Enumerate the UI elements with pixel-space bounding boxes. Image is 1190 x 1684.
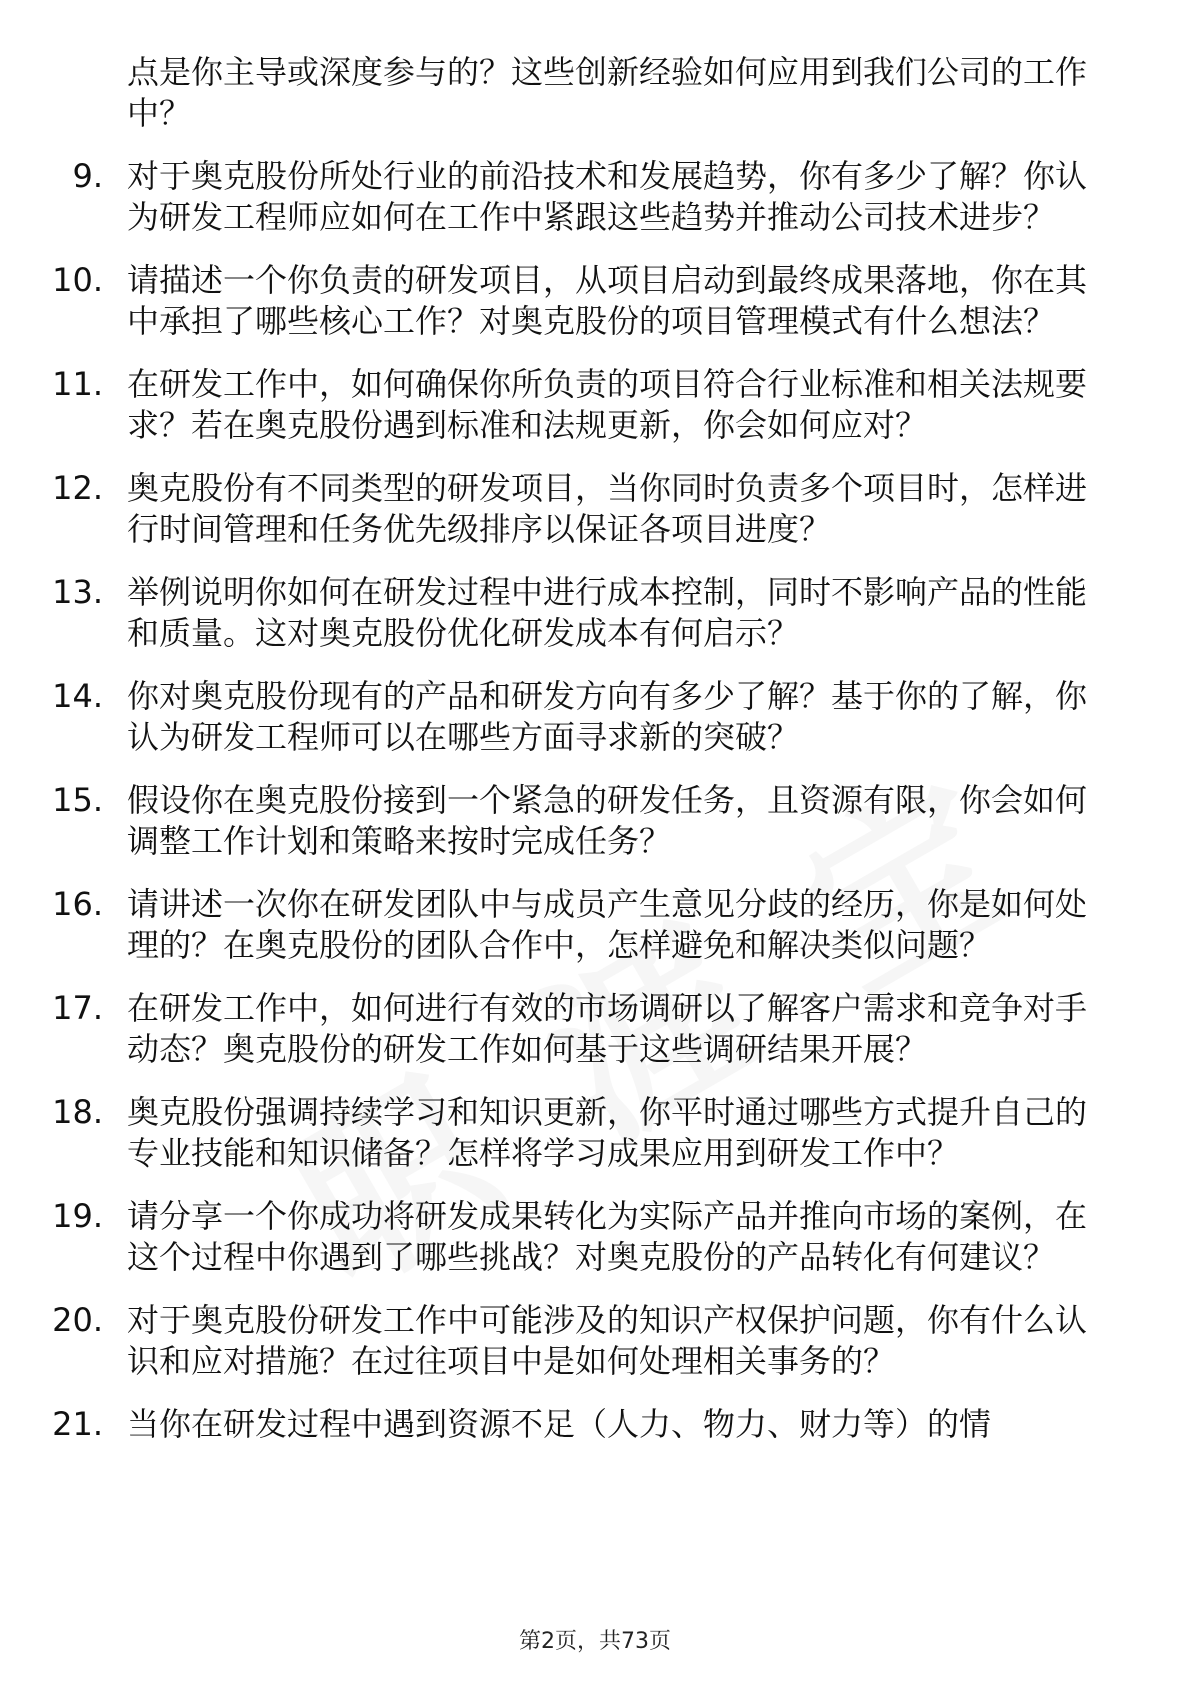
question-text: 在研发工作中，如何进行有效的市场调研以了解客户需求和竞争对手动态？奥克股份的研发工作如何基于这些调研结果开展？ xyxy=(127,989,1088,1068)
question-item xyxy=(0,1300,1190,1382)
question-number: 20. xyxy=(52,1301,103,1339)
question-item xyxy=(0,1404,1190,1445)
question-number: 13. xyxy=(52,573,103,611)
question-number: 21. xyxy=(52,1405,103,1443)
question-number: 10. xyxy=(52,261,103,299)
question-text: 请分享一个你成功将研发成果转化为实际产品并推向市场的案例，在这个过程中你遇到了哪些挑战？对奥克股份的产品转化有何建议？ xyxy=(127,1197,1088,1276)
question-item xyxy=(0,156,1190,238)
question-number: 9. xyxy=(72,157,103,195)
question-item xyxy=(0,1092,1190,1174)
question-text: 在研发工作中，如何确保你所负责的项目符合行业标准和相关法规要求？若在奥克股份遇到标准和法规更新，你会如何应对？ xyxy=(127,365,1088,444)
question-number: 18. xyxy=(52,1093,103,1131)
question-item xyxy=(0,676,1190,758)
page-footer: 第2页，共73页 xyxy=(519,1629,671,1654)
question-number: 19. xyxy=(52,1197,103,1235)
question-number: 14. xyxy=(52,677,103,715)
question-item xyxy=(0,572,1190,654)
question-item xyxy=(0,988,1190,1070)
question-text: 请讲述一次你在研发团队中与成员产生意见分歧的经历，你是如何处理的？在奥克股份的团队合作中，怎样避免和解决类似问题？ xyxy=(127,885,1088,964)
continuation-paragraph: 点是你主导或深度参与的？这些创新经验如何应用到我们公司的工作中？ xyxy=(127,53,1088,132)
question-item xyxy=(0,468,1190,550)
question-text: 对于奥克股份所处行业的前沿技术和发展趋势，你有多少了解？你认为研发工程师应如何在工作中紧跟这些趋势并推动公司技术进步？ xyxy=(127,157,1088,236)
question-number: 16. xyxy=(52,885,103,923)
question-text: 举例说明你如何在研发过程中进行成本控制，同时不影响产品的性能和质量。这对奥克股份优化研发成本有何启示？ xyxy=(127,573,1088,652)
question-text: 假设你在奥克股份接到一个紧急的研发任务，且资源有限，你会如何调整工作计划和策略来按时完成任务？ xyxy=(127,781,1088,860)
question-number: 15. xyxy=(52,781,103,819)
question-text: 请描述一个你负责的研发项目，从项目启动到最终成果落地，你在其中承担了哪些核心工作？对奥克股份的项目管理模式有什么想法？ xyxy=(127,261,1088,340)
question-item xyxy=(0,884,1190,966)
document-body xyxy=(0,52,1190,1467)
question-text: 你对奥克股份现有的产品和研发方向有多少了解？基于你的了解，你认为研发工程师可以在哪些方面寻求新的突破？ xyxy=(127,677,1088,756)
question-text: 奥克股份强调持续学习和知识更新，你平时通过哪些方式提升自己的专业技能和知识储备？怎样将学习成果应用到研发工作中？ xyxy=(127,1093,1088,1172)
question-item xyxy=(0,260,1190,342)
question-number: 12. xyxy=(52,469,103,507)
question-text: 当你在研发过程中遇到资源不足（人力、物力、财力等）的情 xyxy=(127,1405,992,1443)
question-item xyxy=(0,1196,1190,1278)
question-item xyxy=(0,780,1190,862)
question-list xyxy=(0,156,1190,1445)
question-item xyxy=(0,364,1190,446)
question-text: 对于奥克股份研发工作中可能涉及的知识产权保护问题，你有什么认识和应对措施？在过往项目中是如何处理相关事务的？ xyxy=(127,1301,1088,1380)
question-number: 11. xyxy=(52,365,103,403)
question-text: 奥克股份有不同类型的研发项目，当你同时负责多个项目时，怎样进行时间管理和任务优先级排序以保证各项目进度？ xyxy=(127,469,1088,548)
question-number: 17. xyxy=(52,989,103,1027)
